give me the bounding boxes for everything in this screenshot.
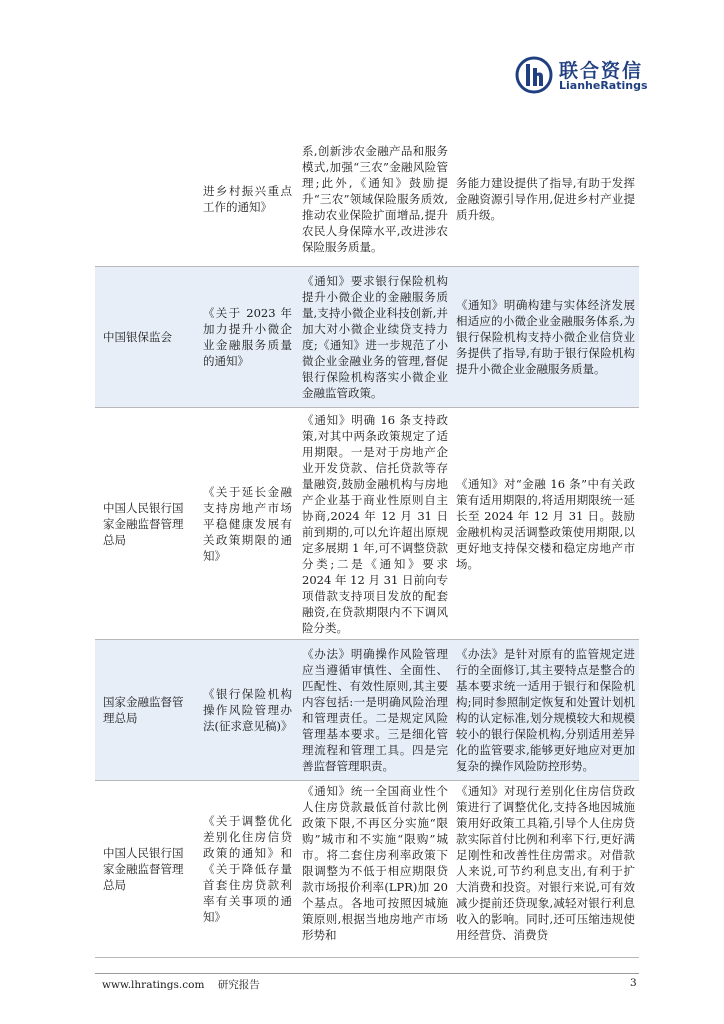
policy-title-cell: 《关于 2023 年加力提升小微企业金融服务质量的通知》 <box>197 267 298 408</box>
policy-title-cell: 《关于延长金融支持房地产市场平稳健康发展有关政策期限的通知》 <box>197 408 298 640</box>
policy-title-cell: 进乡村振兴重点工作的通知》 <box>197 131 298 267</box>
footer-website-link[interactable]: www.lhratings.com <box>102 979 205 991</box>
policy-impact-cell: 《通知》对“金融 16 条”中有关政策有适用期限的,将适用期限统一延长至 2024 年 12 月 31 日。鼓励金融机构灵活调整政策使用期限,以更好地支持保交楼和稳定房地产市场。 <box>452 408 639 640</box>
lianhe-logo-icon <box>515 56 553 94</box>
policy-content-cell: 《通知》明确 16 条支持政策,对其中两条政策规定了适用期限。一是对于房地产企业开发贷款、信托贷款等存量融资,鼓励金融机构与房地产企业基于商业性原则自主协商,2024 年 12 月 31 日前到期的,可以允许超出原规定多展期 1 年,可不调整贷款分类;二是《通知》要求 2024 年 12 月 31 日前向专项借款支持项目发放的配套融资,在贷款期限内不下调风险分类。 <box>298 408 452 640</box>
table-row <box>95 267 639 408</box>
page-number: 3 <box>630 977 637 989</box>
footer-info <box>102 977 270 992</box>
policy-table <box>95 131 639 958</box>
company-logo <box>515 54 675 96</box>
table-row <box>95 781 639 958</box>
issuing-authority-cell: 国家金融监督管理总局 <box>95 640 197 781</box>
policy-impact-cell: 务能力建设提供了指导,有助于发挥金融资源引导作用,促进乡村产业提质升级。 <box>452 131 639 267</box>
policy-title-cell: 《银行保险机构操作风险管理办法(征求意见稿)》 <box>197 640 298 781</box>
issuing-authority-cell: 中国人民银行国家金融监督管理总局 <box>95 781 197 958</box>
issuing-authority-cell <box>95 131 197 267</box>
policy-content-cell: 《通知》要求银行保险机构提升小微企业的金融服务质量,支持小微企业科技创新,并加大对小微企业续贷支持力度;《通知》进一步规范了小微企业金融业务的管理,督促银行保险机构落实小微企业金融监管政策。 <box>298 267 452 408</box>
table-row <box>95 408 639 640</box>
logo-english-name: LianheRatings <box>559 79 648 92</box>
issuing-authority-cell: 中国人民银行国家金融监督管理总局 <box>95 408 197 640</box>
logo-chinese-name: 联合资信 <box>559 60 644 82</box>
policy-table-container <box>95 131 639 942</box>
policy-content-cell: 《办法》明确操作风险管理应当遵循审慎性、全面性、匹配性、有效性原则,其主要内容包括:一是明确风险治理和管理责任。二是规定风险管理基本要求。三是细化管理流程和管理工具。四是完善监督管理职责。 <box>298 640 452 781</box>
table-row <box>95 131 639 267</box>
policy-impact-cell: 《通知》明确构建与实体经济发展相适应的小微企业金融服务体系,为银行保险机构支持小微企业信贷业务提供了指导,有助于银行保险机构提升小微企业金融服务质量。 <box>452 267 639 408</box>
policy-content-cell: 系,创新涉农金融产品和服务模式,加强“三农”金融风险管理;此外,《通知》鼓励提升“三农”领域保险服务质效,推动农业保险扩面增品,提升农民人身保障水平,改进涉农保险服务质量。 <box>298 131 452 267</box>
table-row <box>95 640 639 781</box>
policy-impact-cell: 《通知》对现行差别化住房信贷政策进行了调整优化,支持各地因城施策用好政策工具箱,引导个人住房贷款实际首付比例和利率下行,更好满足刚性和改善性住房需求。对借款人来说,可节约利息支出,有利于扩大消费和投资。对银行来说,可有效减少提前还贷现象,减轻对银行利息收入的影响。同时,还可压缩违规使用经营贷、消费贷 <box>452 781 639 958</box>
policy-content-cell: 《通知》统一全国商业性个人住房贷款最低首付款比例政策下限,不再区分实施“限购”城市和不实施“限购”城市。将二套住房利率政策下限调整为不低于相应期限贷款市场报价利率(LPR)加 20 个基点。各地可按照因城施策原则,根据当地房地产市场形势和 <box>298 781 452 958</box>
issuing-authority-cell: 中国银保监会 <box>95 267 197 408</box>
footer-divider <box>95 973 639 974</box>
footer-report-type: 研究报告 <box>217 979 260 991</box>
policy-impact-cell: 《办法》是针对原有的监管规定进行的全面修订,其主要特点是整合的基本要求统一适用于银行和保险机构;同时参照制定恢复和处置计划机构的认定标准,划分规模较大和规模较小的银行保险机构,分别适用差异化的监管要求,能够更好地应对更加复杂的操作风险防控形势。 <box>452 640 639 781</box>
policy-title-cell: 《关于调整优化差别化住房信贷政策的通知》和《关于降低存量首套住房贷款利率有关事项的通知》 <box>197 781 298 958</box>
